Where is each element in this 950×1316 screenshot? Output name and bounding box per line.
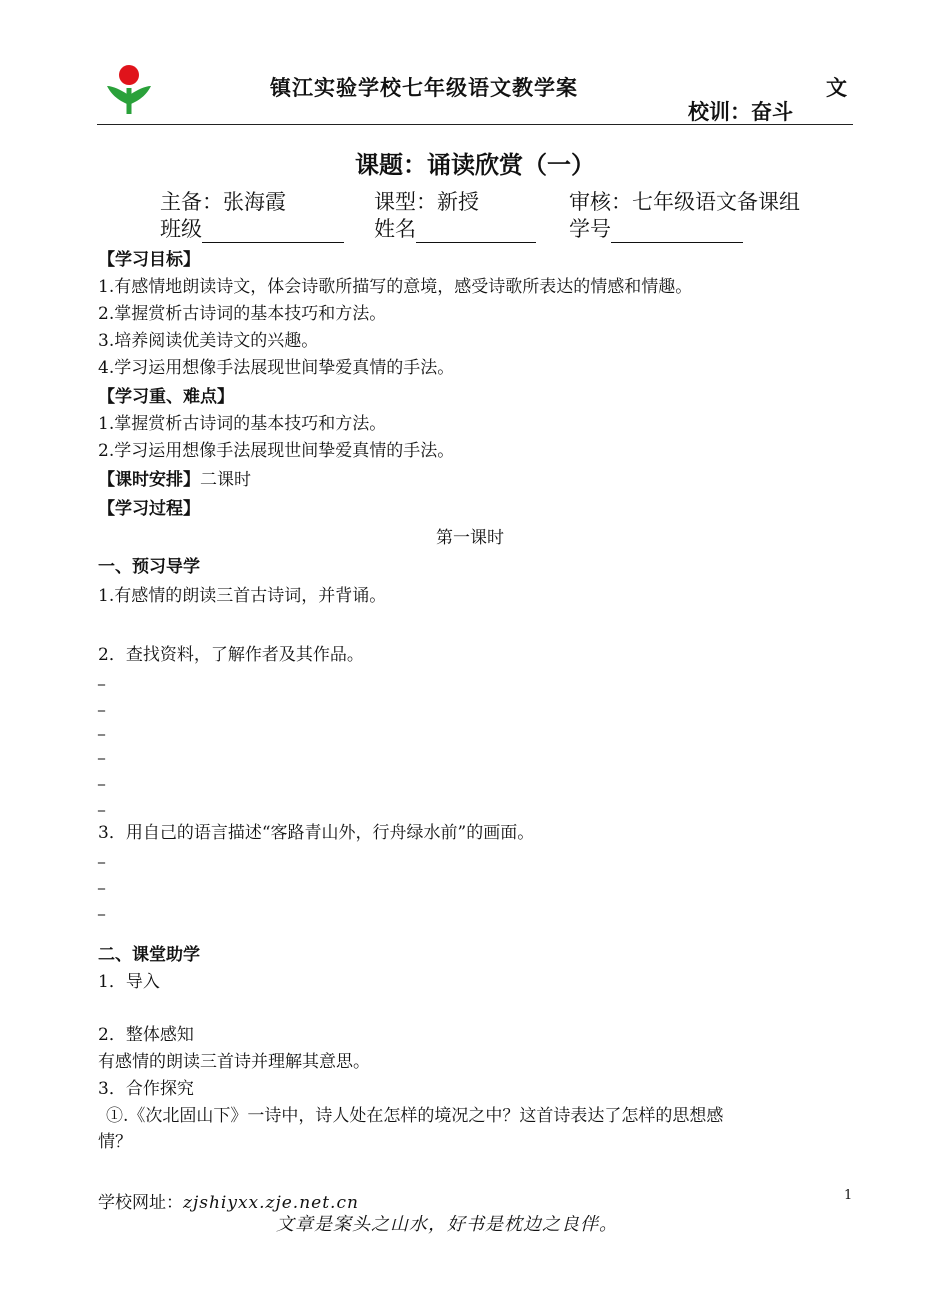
- part1-question-2: 2．查找资料，了解作者及其作品。: [98, 645, 364, 665]
- school-title: 镇江实验学校七年级语文教学案: [270, 76, 578, 100]
- goal-item: 1.有感情地朗读诗文，体会诗歌所描写的意境，感受诗歌所表达的情感和情趣。: [98, 277, 693, 297]
- goals-heading: 【学习目标】: [98, 250, 200, 270]
- schedule-line: [98, 465, 251, 490]
- name-field: [374, 213, 536, 243]
- keypoints-heading: 【学习重、难点】: [98, 387, 234, 407]
- schedule-value: 二课时: [200, 470, 251, 490]
- name-label: 姓名: [374, 217, 416, 241]
- lesson-number: 第一课时: [436, 528, 504, 548]
- header-divider: [97, 124, 853, 125]
- answer-line[interactable]: _: [98, 770, 105, 786]
- goal-item: 3.培养阅读优美诗文的兴趣。: [98, 331, 319, 351]
- part2-step-2: 2．整体感知: [98, 1025, 194, 1045]
- name-blank[interactable]: [416, 224, 536, 243]
- school-logo: [103, 64, 155, 116]
- goal-item: 2.掌握赏析古诗词的基本技巧和方法。: [98, 304, 387, 324]
- answer-line[interactable]: _: [98, 744, 105, 760]
- process-heading: 【学习过程】: [98, 499, 200, 519]
- part2-step-1: 1．导入: [98, 972, 160, 992]
- keypoint-item: 2.学习运用想像手法展现世间挚爱真情的手法。: [98, 441, 455, 461]
- footer-quote: 文章是案头之山水，好书是枕边之良伴。: [276, 1214, 618, 1235]
- part1-question-3: 3．用自己的语言描述“客路青山外，行舟绿水前”的画面。: [98, 823, 535, 843]
- class-field: [160, 213, 344, 243]
- part1-question-1: 1.有感情的朗读三首古诗词，并背诵。: [98, 586, 387, 606]
- class-label: 班级: [160, 217, 202, 241]
- id-label: 学号: [569, 217, 611, 241]
- header-subject-char: 文: [826, 76, 847, 100]
- part2-step-2-text: 有感情的朗读三首诗并理解其意思。: [98, 1052, 370, 1072]
- answer-line[interactable]: _: [98, 696, 105, 712]
- footer-site-label: 学校网址：: [98, 1193, 183, 1213]
- answer-line[interactable]: _: [98, 874, 105, 890]
- footer-site-url[interactable]: zjshiyxx.zje.net.cn: [183, 1193, 359, 1213]
- school-motto: 校训：奋斗: [688, 100, 793, 124]
- keypoint-item: 1.掌握赏析古诗词的基本技巧和方法。: [98, 414, 387, 434]
- answer-line[interactable]: _: [98, 720, 105, 736]
- answer-line[interactable]: _: [98, 900, 105, 916]
- part1-heading: 一、预习导学: [98, 557, 200, 577]
- answer-line[interactable]: _: [98, 848, 105, 864]
- schedule-heading: 【课时安排】: [98, 470, 200, 490]
- part2-question-1b: 情？: [98, 1132, 132, 1152]
- meta-author: 主备：张海霞: [160, 190, 286, 214]
- class-blank[interactable]: [202, 224, 344, 243]
- answer-line[interactable]: _: [98, 796, 105, 812]
- answer-line[interactable]: _: [98, 670, 105, 686]
- meta-type: 课型：新授: [374, 190, 479, 214]
- meta-reviewer: 审核：七年级语文备课组: [569, 190, 800, 214]
- lesson-title: 课题：诵读欣赏（一）: [355, 151, 595, 179]
- goal-item: 4.学习运用想像手法展现世间挚爱真情的手法。: [98, 358, 455, 378]
- part2-question-1a: ①.《次北固山下》一诗中，诗人处在怎样的境况之中？这首诗表达了怎样的思想感: [106, 1106, 724, 1126]
- id-field: [569, 213, 743, 243]
- page-number: 1: [844, 1188, 853, 1203]
- id-blank[interactable]: [611, 224, 743, 243]
- part2-step-3: 3．合作探究: [98, 1079, 194, 1099]
- part2-heading: 二、课堂助学: [98, 945, 200, 965]
